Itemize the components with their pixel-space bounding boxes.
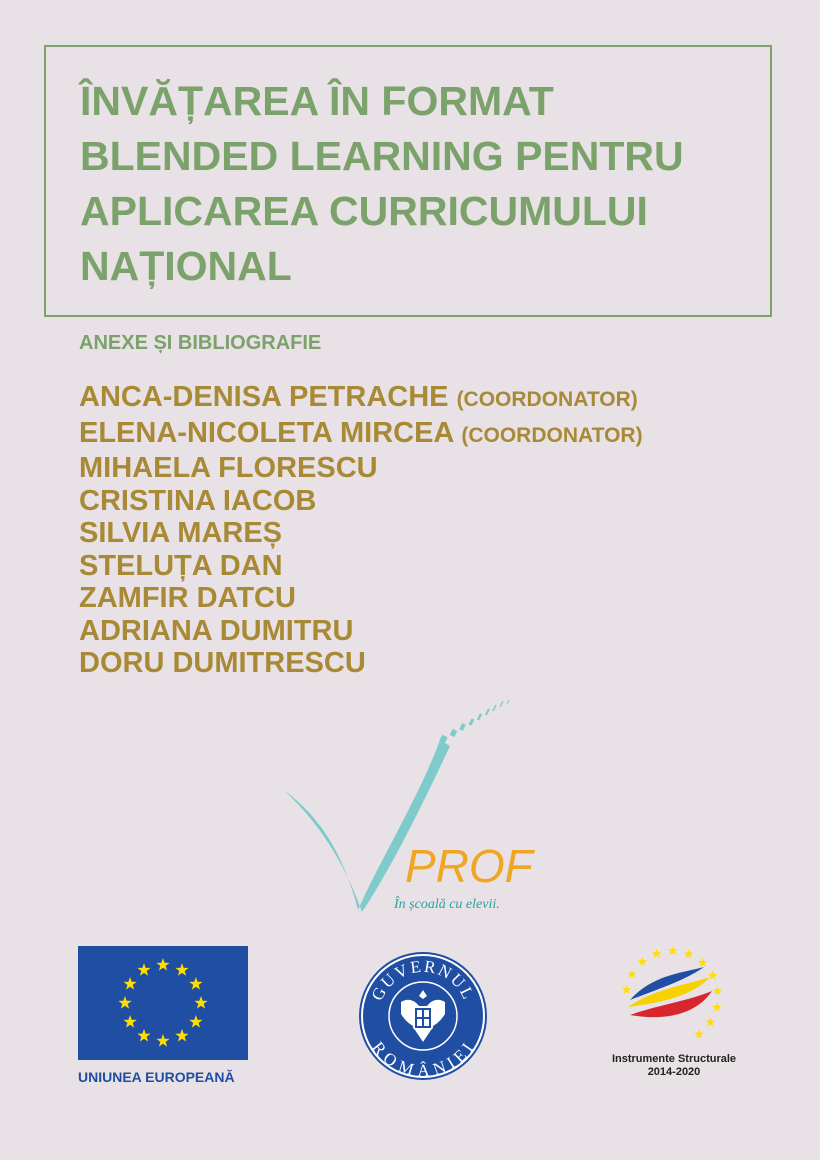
author-item xyxy=(79,485,643,518)
star-icon xyxy=(137,963,150,976)
author-role: (COORDONATOR) xyxy=(456,388,638,411)
star-icon xyxy=(638,957,648,966)
star-icon xyxy=(137,1029,150,1042)
star-icon xyxy=(123,1015,136,1028)
title-frame xyxy=(44,45,772,317)
star-icon xyxy=(175,963,188,976)
author-list xyxy=(79,381,643,680)
author-item xyxy=(79,381,643,417)
seal-top-text: GUVERNUL xyxy=(367,956,479,1004)
star-icon xyxy=(712,1002,722,1011)
star-icon xyxy=(189,977,202,990)
eu-flag-logo xyxy=(78,946,248,1060)
author-name: CRISTINA IACOB xyxy=(79,484,317,517)
author-role: (COORDONATOR) xyxy=(461,423,643,447)
star-icon xyxy=(156,1034,169,1047)
star-icon xyxy=(668,946,678,955)
author-item xyxy=(79,647,643,680)
is-label-line2: 2014-2020 xyxy=(647,1066,701,1078)
star-icon xyxy=(684,949,694,958)
author-item xyxy=(79,615,643,648)
star-icon xyxy=(698,958,708,967)
author-name: SILVIA MAREȘ xyxy=(79,517,283,549)
star-icon xyxy=(706,1017,716,1026)
author-item xyxy=(79,550,643,583)
eu-stars-icon xyxy=(78,946,248,1060)
author-name: DORU DUMITRESCU xyxy=(79,647,366,679)
prof-wordmark: PROF xyxy=(405,840,533,892)
author-name: STELUȚA DAN xyxy=(79,549,283,582)
author-item xyxy=(79,417,643,453)
author-name: ZAMFIR DATCU xyxy=(79,582,296,614)
author-name: ADRIANA DUMITRU xyxy=(79,614,354,647)
star-icon xyxy=(156,958,169,971)
star-icon xyxy=(627,969,637,978)
star-icon xyxy=(652,949,662,958)
author-item xyxy=(79,582,643,615)
structural-instruments-logo xyxy=(612,945,732,1050)
eu-label: UNIUNEA EUROPEANĂ xyxy=(78,1069,235,1085)
title-line-2: BLENDED LEARNING PENTRU xyxy=(80,133,684,179)
star-icon xyxy=(175,1029,188,1042)
author-item xyxy=(79,517,643,550)
star-icon xyxy=(194,996,207,1009)
title-line-4: NAȚIONAL xyxy=(80,243,292,289)
subtitle: ANEXE ȘI BIBLIOGRAFIE xyxy=(79,332,322,354)
star-icon xyxy=(123,977,136,990)
seal-bottom-text: ROMÂNIEI xyxy=(368,1038,479,1081)
prof-logo xyxy=(280,700,540,915)
title-line-3: APLICAREA CURRICUMULUI xyxy=(80,188,648,234)
star-icon xyxy=(713,986,723,995)
star-icon xyxy=(622,985,632,994)
star-icon xyxy=(694,1029,704,1038)
government-seal-logo xyxy=(357,950,489,1082)
author-name: ELENA-NICOLETA MIRCEA xyxy=(79,416,454,449)
prof-tagline: În școală cu elevii. xyxy=(394,897,500,912)
star-icon xyxy=(189,1015,202,1028)
is-label-line1: Instrumente Structurale xyxy=(611,1053,737,1065)
author-item xyxy=(79,452,643,485)
author-name: ANCA-DENISA PETRACHE xyxy=(79,381,449,413)
star-icon xyxy=(708,971,718,980)
title-line-1: ÎNVĂȚAREA ÎN FORMAT xyxy=(80,78,554,124)
structural-instruments-label xyxy=(590,1053,758,1079)
author-name: MIHAELA FLORESCU xyxy=(79,452,378,484)
star-icon xyxy=(118,996,131,1009)
